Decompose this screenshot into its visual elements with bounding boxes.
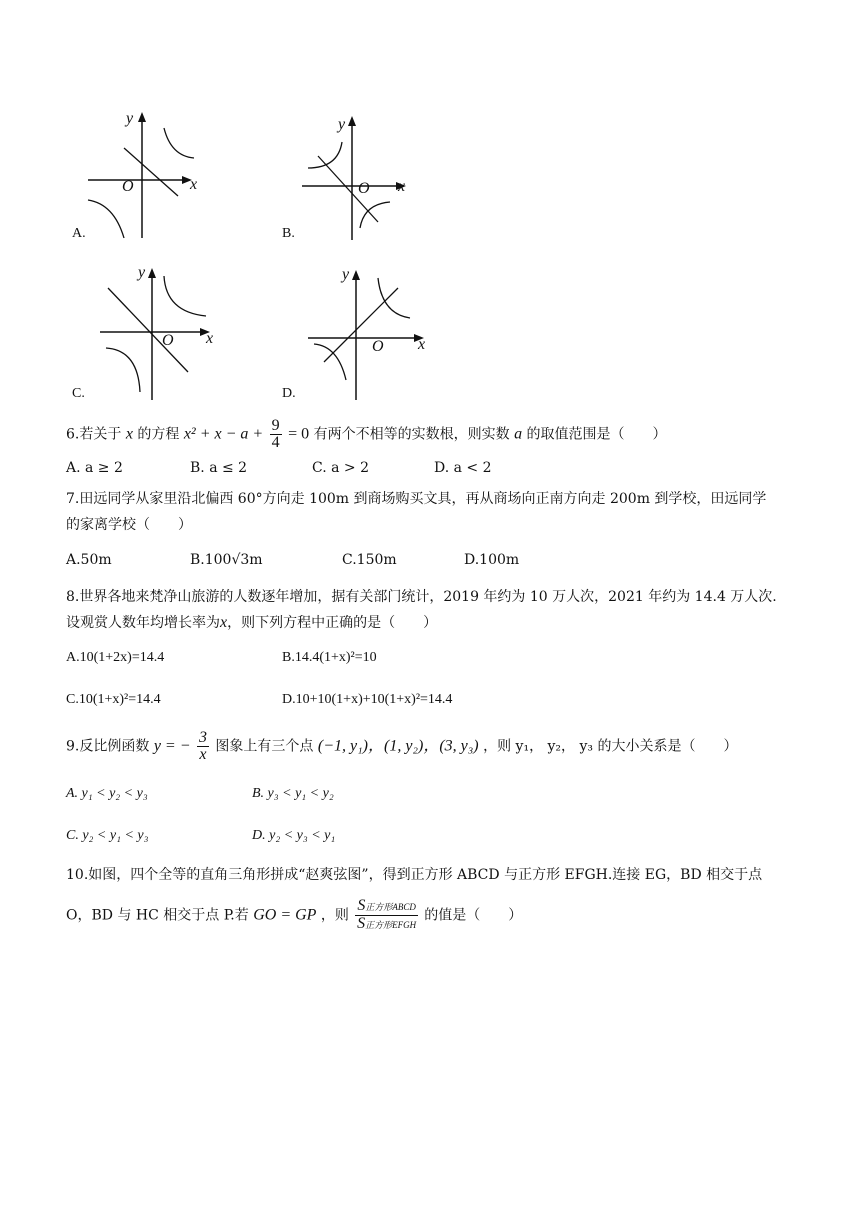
- q8-choice-b[interactable]: B.14.4(1+x)²=10: [282, 650, 377, 665]
- q9-choice-c[interactable]: C. y₂ < y₁ < y₃: [66, 828, 149, 843]
- question-10-line2: O，BD 与 HC 相交于点 P.若 GO = GP ，则 $\frac{\text{S正方形ABCD}}{\text{S正方形EFGH}}$ 的值是（ ）: [66, 897, 523, 932]
- graph-option-c[interactable]: [66, 262, 246, 402]
- question-6-stem: 6.若关于 x 的方程 x² + x − a + $\frac{9}{4}$ = 0 有两个不相等的实数根，则实数 a 的取值范围是（ ）: [66, 417, 667, 451]
- x-axis-label: x: [418, 336, 426, 353]
- question-8-line1: 8.世界各地来梵净山旅游的人数逐年增加，据有关部门统计，2019 年约为 10 万人次，2021 年约为 14.4 万人次.: [66, 589, 777, 605]
- graph-option-b[interactable]: [282, 108, 422, 243]
- origin-label: O: [358, 180, 370, 197]
- q6-choice-d[interactable]: D. a < 2: [434, 460, 492, 476]
- question-9-stem: 9.反比例函数 y = − $\frac{3}{x}$ 图象上有三个点 (−1, y₁)，(1, y₂)，(3, y₃) ，则 y₁， y₂， y₃ 的大小关系是（ ）: [66, 729, 738, 763]
- question-10-line1: 10.如图，四个全等的直角三角形拼成“赵爽弦图”，得到正方形 ABCD 与正方形 EFGH.连接 EG，BD 相交于点: [66, 867, 763, 883]
- y-axis-label: y: [338, 116, 346, 133]
- question-7-line1: 7.田远同学从家里沿北偏西 60°方向走 100m 到商场购买文具，再从商场向正南方向走 200m 到学校，田远同学: [66, 491, 767, 507]
- q7-choice-d[interactable]: D.100m: [464, 552, 520, 568]
- origin-label: O: [372, 338, 384, 355]
- option-letter: D.: [282, 386, 296, 401]
- q7-choice-a[interactable]: A.50m: [66, 552, 112, 568]
- q8-choice-d[interactable]: D.10+10(1+x)+10(1+x)²=14.4: [282, 692, 453, 707]
- q6-choice-c[interactable]: C. a > 2: [312, 460, 369, 476]
- q8-choice-a[interactable]: A.10(1+2x)=14.4: [66, 650, 165, 665]
- q8-choice-c[interactable]: C.10(1+x)²=14.4: [66, 692, 161, 707]
- x-axis-label: x: [190, 176, 198, 193]
- y-axis-label: y: [138, 264, 146, 281]
- x-axis-label: x: [206, 330, 214, 347]
- question-8-line2: 设观赏人数年均增长率为x，则下列方程中正确的是（ ）: [66, 614, 438, 631]
- option-letter: C.: [72, 386, 85, 401]
- option-letter: B.: [282, 226, 295, 241]
- fraction: $\frac{9}{4}$: [271, 417, 280, 451]
- origin-label: O: [122, 178, 134, 195]
- option-letter: A.: [72, 226, 86, 241]
- x-axis-label: x: [398, 178, 406, 195]
- fraction: $\frac{3}{x}$: [198, 729, 207, 763]
- q6-choice-b[interactable]: B. a ≤ 2: [190, 460, 248, 476]
- q6-choice-a[interactable]: A. a ≥ 2: [66, 460, 123, 476]
- q7-choice-c[interactable]: C.150m: [342, 552, 397, 568]
- question-7-line2: 的家离学校（ ）: [66, 517, 192, 533]
- graph-option-a[interactable]: [66, 108, 206, 243]
- q9-choice-b[interactable]: B. y₃ < y₁ < y₂: [252, 786, 334, 801]
- q9-choice-a[interactable]: A. y₁ < y₂ < y₃: [66, 786, 148, 801]
- origin-label: O: [162, 332, 174, 349]
- y-axis-label: y: [342, 266, 350, 283]
- area-ratio-fraction: $\frac{\text{S正方形ABCD}}{\text{S正方形EFGH}}$: [357, 897, 417, 932]
- graph-option-d[interactable]: [282, 262, 452, 402]
- q7-choice-b[interactable]: B.100√3m: [190, 552, 263, 568]
- q9-choice-d[interactable]: D. y₂ < y₃ < y₁: [252, 828, 336, 843]
- y-axis-label: y: [126, 110, 134, 127]
